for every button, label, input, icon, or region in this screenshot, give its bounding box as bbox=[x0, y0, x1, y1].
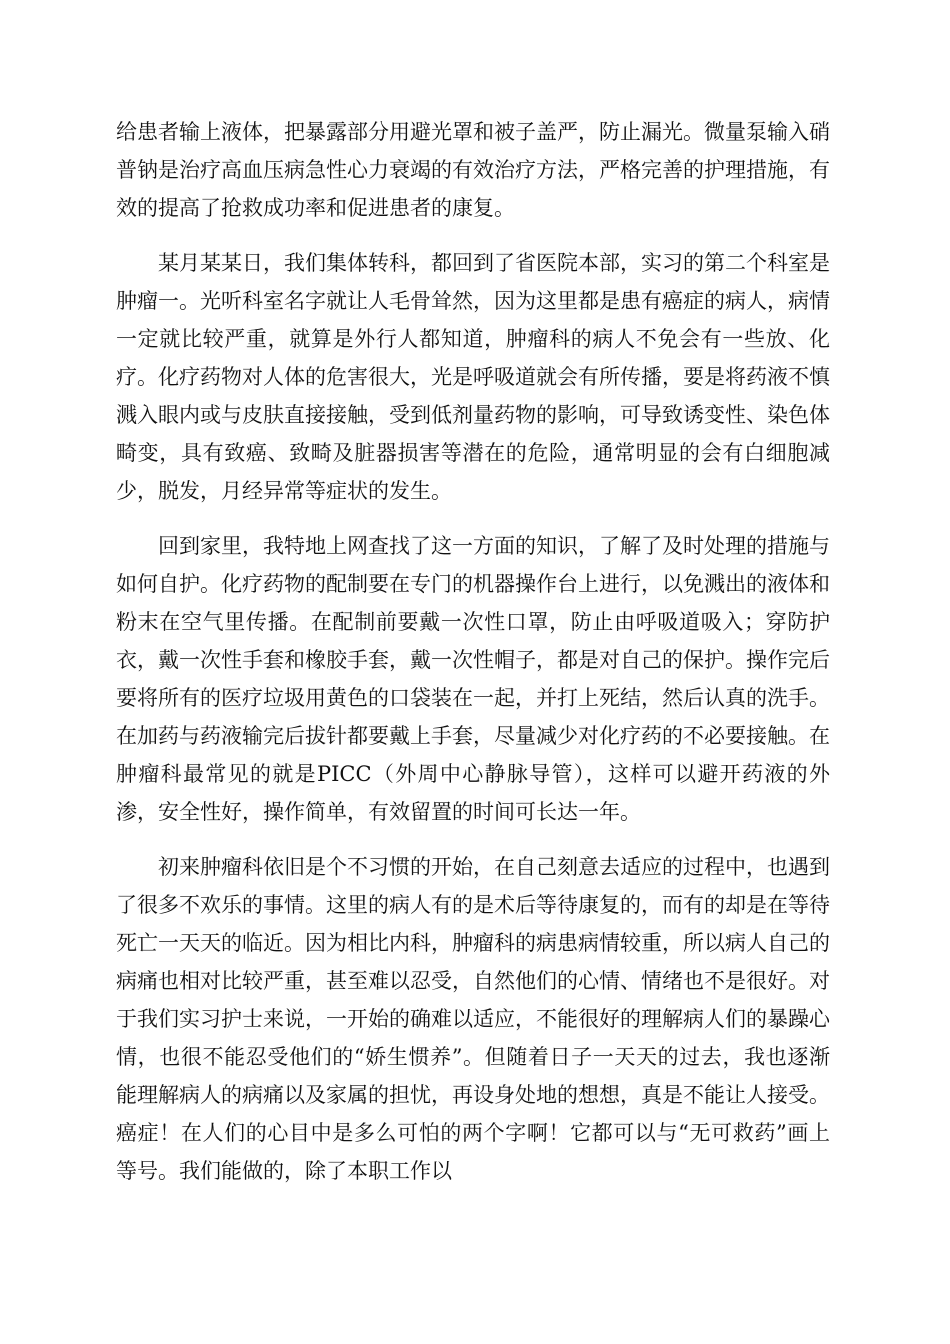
paragraph-continuation: 给患者输上液体，把暴露部分用避光罩和被子盖严，防止漏光。微量泵输入硝普钠是治疗高血压病急性心力衰竭的有效治疗方法，严格完善的护理措施，有效的提高了抢救成功率和促进患者的康复。 bbox=[116, 120, 830, 220]
paragraph-adapting: 初来肿瘤科依旧是个不习惯的开始，在自己刻意去适应的过程中，也遇到了很多不欢乐的事情。这里的病人有的是术后等待康复的，而有的却是在等待死亡一天天的临近。因为相比内科，肿瘤科的病患病情较重，所以病人自己的病痛也相对比较严重，甚至难以忍受，自然他们的心情、情绪也不是很好。对于我们实习护士来说，一开始的确难以适应，不能很好的理解病人们的暴躁心情，也很不能忍受他们的“娇生惯养”。但随着日子一天天的过去，我也逐渐能理解病人的病痛以及家属的担忧，再设身处地的想想，真是不能让人接受。癌症！在人们的心目中是多么可怕的两个字啊！它都可以与“无可救药”画上等号。我们能做的，除了本职工作以 bbox=[116, 855, 830, 1183]
document-page bbox=[116, 113, 830, 1207]
paragraph-oncology-transfer: 某月某某日，我们集体转科，都回到了省医院本部，实习的第二个科室是肿瘤一。光听科室名字就让人毛骨耸然，因为这里都是患有癌症的病人，病情一定就比较严重，就算是外行人都知道，肿瘤科的病人不免会有一些放、化疗。化疗药物对人体的危害很大，光是呼吸道就会有所传播，要是将药液不慎溅入眼内或与皮肤直接接触，受到低剂量药物的影响，可导致诱变性、染色体畸变，具有致癌、致畸及脏器损害等潜在的危险，通常明显的会有白细胞减少，脱发，月经异常等症状的发生。 bbox=[116, 251, 830, 503]
paragraph-chemo-protection: 回到家里，我特地上网查找了这一方面的知识，了解了及时处理的措施与如何自护。化疗药物的配制要在专门的机器操作台上进行，以免溅出的液体和粉末在空气里传播。在配制前要戴一次性口罩，防止由呼吸道吸入；穿防护衣，戴一次性手套和橡胶手套，戴一次性帽子，都是对自己的保护。操作完后要将所有的医疗垃圾用黄色的口袋装在一起，并打上死结，然后认真的洗手。在加药与药液输完后拔针都要戴上手套，尽量减少对化疗药的不必要接触。在肿瘤科最常见的就是PICC（外周中心静脉导管），这样可以避开药液的外渗，安全性好，操作简单，有效留置的时间可长达一年。 bbox=[116, 534, 830, 824]
